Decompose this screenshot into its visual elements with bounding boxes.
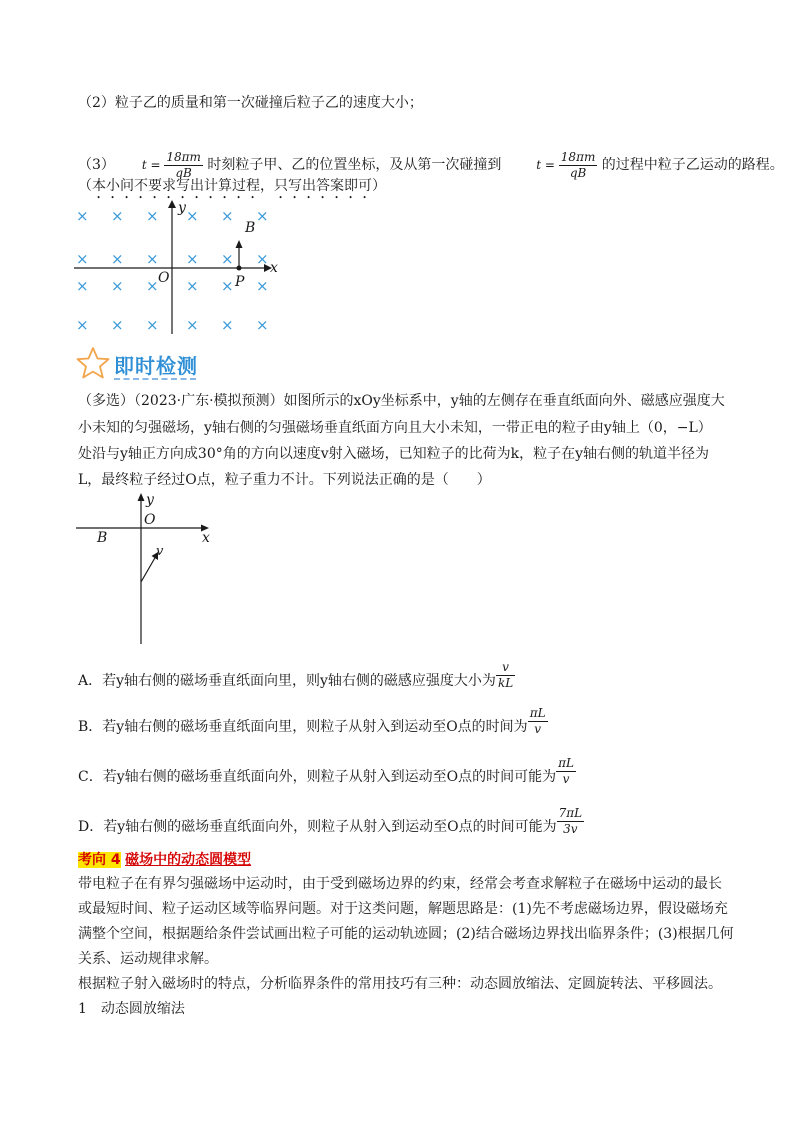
field-cross-icon: × xyxy=(221,250,234,268)
option-c[interactable]: C．若y轴右侧的磁场垂直纸面向外，则粒子从射入到运动至O点的时间可能为 $\frac{\pi L}{v}$ xyxy=(78,756,574,786)
section-header xyxy=(76,346,236,386)
figure-1 xyxy=(70,200,290,340)
problem-line-1: （多选）（2023·广东·模拟预测）如图所示的xOy坐标系中，y轴的左侧存在垂直纸面向外、磁感应强度大 xyxy=(78,393,725,409)
body-line-2: 或最短时间、粒子运动区域等临界问题。对于这类问题，解题思路是：(1)先不考虑磁场边界，假设磁场充 xyxy=(78,901,728,917)
kaoxiang-title: 磁场中的动态圆模型 xyxy=(125,852,252,868)
kaoxiang-heading xyxy=(78,850,251,870)
field-cross-icon: × xyxy=(76,207,89,225)
field-cross-icon: × xyxy=(256,250,269,268)
field-cross-icon: × xyxy=(146,277,159,295)
q3-suffix: 的过程中粒子乙运动的路程。 xyxy=(601,157,784,173)
fig2-origin-label: O xyxy=(144,512,156,528)
q3-note: （本小问不要求写出计算过程，只写出答案即可） xyxy=(78,178,386,194)
field-cross-icon: × xyxy=(186,277,199,295)
field-cross-icon: × xyxy=(186,207,199,225)
fig1-point-p-label: P xyxy=(235,274,245,290)
fig1-x-label: x xyxy=(270,260,278,276)
option-a[interactable]: A．若y轴右侧的磁场垂直纸面向里，则y轴右侧的磁感应强度大小为 $\frac{v}{kL}$ xyxy=(78,660,514,690)
option-d[interactable]: D．若y轴右侧的磁场垂直纸面向外，则粒子从射入到运动至O点的时间可能为 $\frac{7\pi L}{3v}$ xyxy=(78,806,583,836)
fig2-x-label: x xyxy=(202,530,210,546)
field-cross-icon: × xyxy=(186,316,199,334)
option-b[interactable]: B．若y轴右侧的磁场垂直纸面向里，则粒子从射入到运动至O点的时间为 $\frac{\pi L}{v}$ xyxy=(78,706,546,736)
section-title-underline xyxy=(114,378,196,380)
field-cross-icon: × xyxy=(221,207,234,225)
q3-fraction-1: t = $\frac{18\pi m}{qB}$ xyxy=(141,149,201,180)
question-2: （2）粒子乙的质量和第一次碰撞后粒子乙的速度大小； xyxy=(78,95,423,111)
q3-mid: 时刻粒子甲、乙的位置坐标，及从第一次碰撞到 xyxy=(207,157,502,173)
field-cross-icon: × xyxy=(221,277,234,295)
q3-fraction-2: t = $\frac{18\pi m}{qB}$ xyxy=(536,149,596,180)
field-cross-icon: × xyxy=(76,250,89,268)
figure-2 xyxy=(72,492,222,648)
body-line-6: 1 动态圆放缩法 xyxy=(78,1001,185,1017)
field-cross-icon: × xyxy=(256,277,269,295)
kaoxiang-tag: 考向 4 xyxy=(78,852,121,868)
fig2-field-b-label: B xyxy=(97,530,108,546)
field-cross-icon: × xyxy=(221,316,234,334)
fig2-y-label: y xyxy=(146,492,154,508)
section-title: 即时检测 xyxy=(114,354,198,378)
field-cross-icon: × xyxy=(76,277,89,295)
field-cross-icon: × xyxy=(146,250,159,268)
q3-prefix: （3） xyxy=(78,157,115,173)
field-cross-icon: × xyxy=(111,250,124,268)
field-cross-icon: × xyxy=(256,207,269,225)
field-cross-icon: × xyxy=(111,207,124,225)
fig2-velocity-label: v xyxy=(156,544,164,559)
field-cross-icon: × xyxy=(186,250,199,268)
problem-line-4: L，最终粒子经过O点，粒子重力不计。下列说法正确的是（ ） xyxy=(78,472,491,488)
problem-line-3: 处沿与y轴正方向成30°角的方向以速度v射入磁场，已知粒子的比荷为k，粒子在y轴右侧的轨道半径为 xyxy=(78,446,710,462)
body-line-1: 带电粒子在有界匀强磁场中运动时，由于受到磁场边界的约束，经常会考查求解粒子在磁场中运动的最长 xyxy=(78,876,722,892)
field-cross-icon: × xyxy=(76,316,89,334)
fig1-origin-label: O xyxy=(158,270,170,286)
field-cross-icon: × xyxy=(146,207,159,225)
star-icon xyxy=(76,346,110,380)
body-line-4: 关系、运动规律求解。 xyxy=(78,951,218,967)
field-cross-icon: × xyxy=(256,316,269,334)
field-cross-icon: × xyxy=(146,316,159,334)
fig1-field-b-label: B xyxy=(245,220,256,236)
fig1-y-label: y xyxy=(178,200,186,216)
body-line-5: 根据粒子射入磁场时的特点，分析临界条件的常用技巧有三种：动态圆放缩法、定圆旋转法、平移圆法。 xyxy=(78,976,722,992)
field-cross-icon: × xyxy=(111,316,124,334)
problem-line-2: 小未知的匀强磁场，y轴右侧的匀强磁场垂直纸面方向且大小未知，一带正电的粒子由y轴上（0，−L） xyxy=(78,420,712,436)
field-cross-icon: × xyxy=(111,277,124,295)
body-line-3: 满整个空间，根据题给条件尝试画出粒子可能的运动轨迹圆；(2)结合磁场边界找出临界条件；(3)根据几何 xyxy=(78,926,734,942)
